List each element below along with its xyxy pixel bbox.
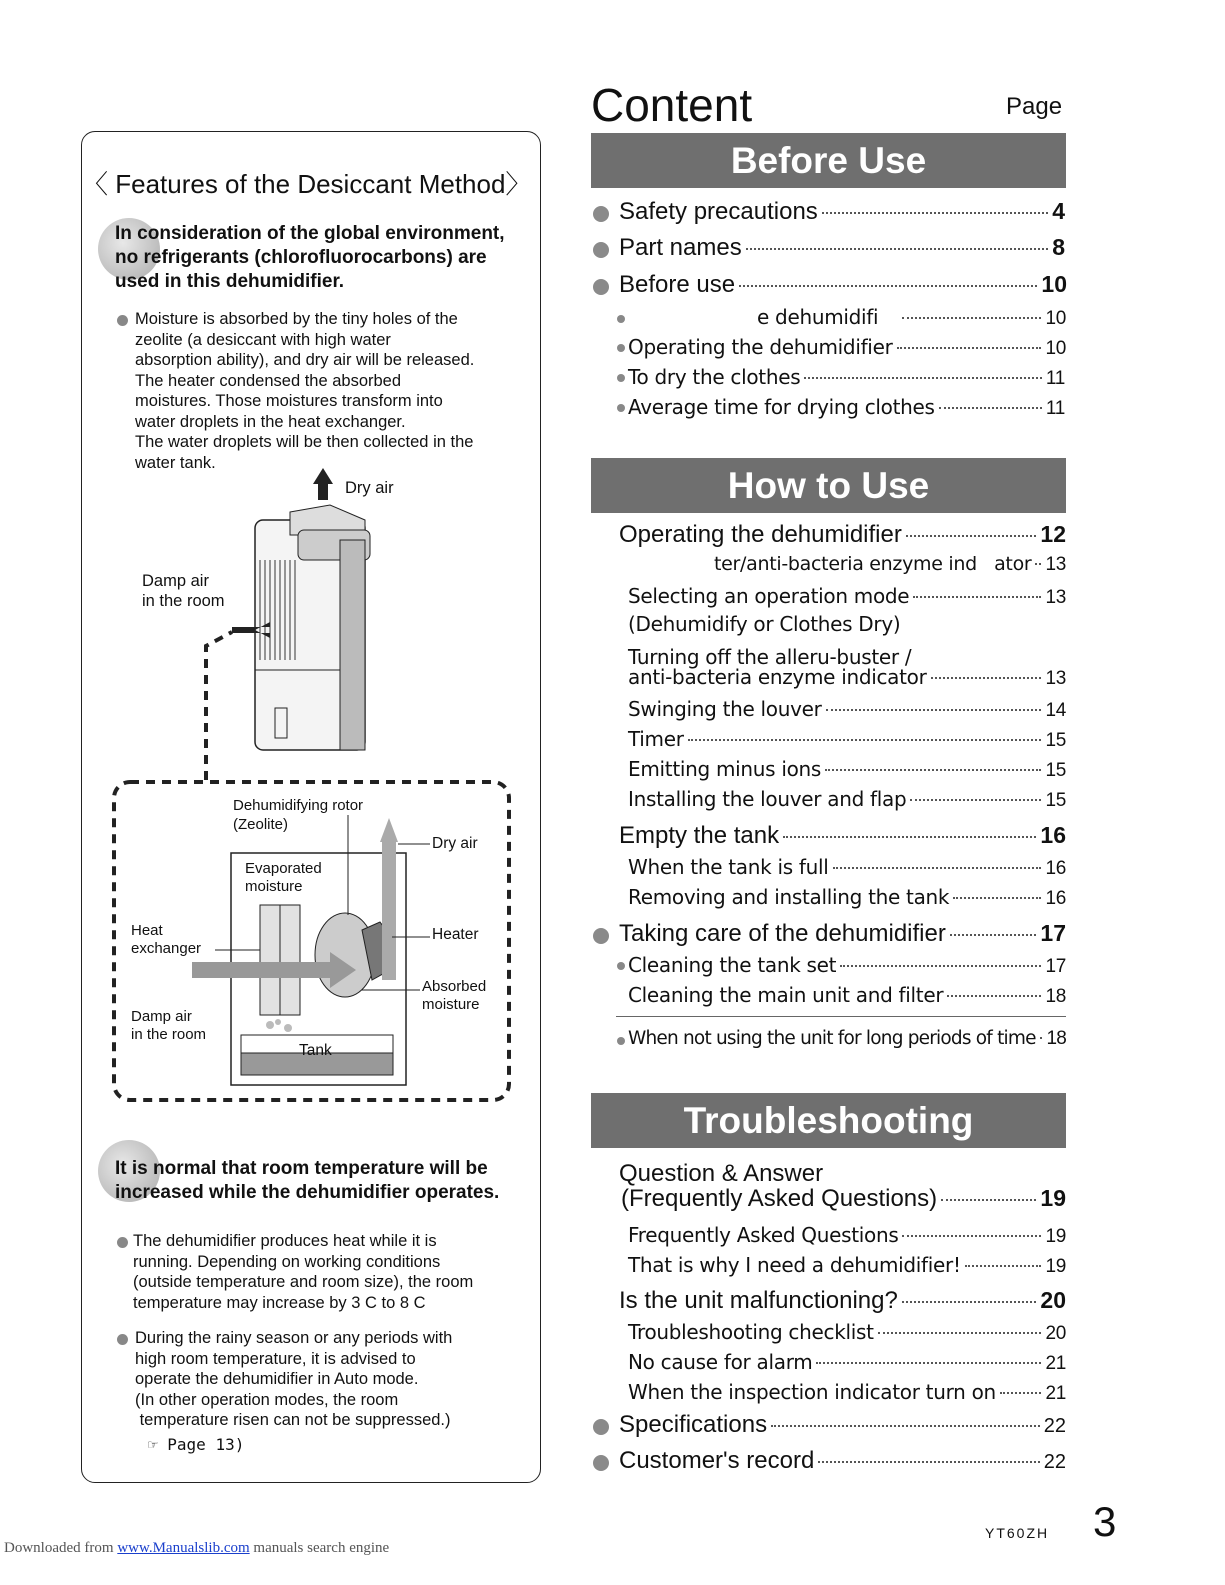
label-evaporated-moisture: Evaporated moisture [245, 860, 322, 895]
bullet-dot-icon [117, 1237, 128, 1248]
pointing-hand-icon: ☞ [148, 1435, 158, 1454]
label-dry-air: Dry air [432, 835, 478, 852]
label-damp-air-room: Damp air in the room [142, 572, 225, 610]
toc-taking-care[interactable]: Taking care of the dehumidifier 17 [619, 920, 1066, 947]
model-number: YT60ZH [985, 1525, 1050, 1541]
manualslib-link[interactable]: www.Manualslib.com [117, 1540, 250, 1556]
toc-turning-off-indicator[interactable]: anti-bacteria enzyme indicator 13 [628, 665, 1066, 689]
toc-before-use[interactable]: Before use 10 [619, 271, 1067, 298]
toc-sub-dehumidifier[interactable]: e dehumidifi 10 [757, 305, 1066, 329]
toc-swinging-louver[interactable]: Swinging the louver 14 [628, 697, 1066, 721]
toc-specifications[interactable]: Specifications 22 [619, 1411, 1066, 1438]
toc-operation-mode-note: (Dehumidify or Clothes Dry) [628, 612, 901, 636]
page-column-label: Page [1006, 93, 1063, 120]
content-title: Content [591, 79, 753, 131]
features-title: 〈 Features of the Desiccant Method〉 [82, 169, 532, 199]
label-heater: Heater [432, 926, 479, 943]
intro-global-environment: In consideration of the global environment, no refrigerants (chlorofluorocarbons) are used in this dehumidifier. [115, 223, 505, 292]
download-footer: Downloaded from www.Manualslib.com manuals search engine [4, 1540, 390, 1556]
toc-cleaning-tank[interactable]: Cleaning the tank set 17 [628, 953, 1066, 977]
section-how-to-use: How to Use [591, 458, 1066, 513]
toc-installing-louver[interactable]: Installing the louver and flap 15 [628, 787, 1066, 811]
toc-tank-full[interactable]: When the tank is full 16 [628, 855, 1066, 879]
section-troubleshooting: Troubleshooting [591, 1093, 1066, 1148]
toc-cleaning-main-unit[interactable]: Cleaning the main unit and filter 18 [628, 983, 1066, 1007]
toc-bullet-icon [593, 1455, 609, 1471]
toc-safety-precautions[interactable]: Safety precautions 4 [619, 198, 1065, 225]
toc-troubleshooting-checklist[interactable]: Troubleshooting checklist 20 [628, 1320, 1066, 1344]
toc-question-answer-line1: Question & Answer [619, 1160, 824, 1187]
toc-sub-operating[interactable]: Operating the dehumidifier 10 [628, 335, 1066, 359]
desiccant-description: Moisture is absorbed by the tiny holes of the zeolite (a desiccant with high water absorption ability), and dry air will be released. The heater condensed the absorbed moistures. Those moistures transform into water droplets in the heat exchanger. The water droplets will be then collected in the water tank. [135, 310, 475, 472]
toc-bullet-icon [593, 279, 609, 295]
toc-empty-tank[interactable]: Empty the tank 16 [619, 822, 1066, 849]
bullet-dot-icon [117, 1334, 128, 1345]
label-tank: Tank [299, 1042, 332, 1059]
toc-bullet-icon [593, 1419, 609, 1435]
toc-sub-dry-clothes[interactable]: To dry the clothes 11 [628, 365, 1065, 389]
label-rotor: Dehumidifying rotor (Zeolite) [233, 797, 364, 833]
label-dry-air-top: Dry air [345, 479, 394, 497]
toc-operation-mode[interactable]: Selecting an operation mode 13 [628, 584, 1066, 608]
toc-sub-bullet-icon [617, 315, 625, 323]
label-damp-air: Damp air in the room [131, 1008, 207, 1043]
toc-divider [616, 1016, 1066, 1017]
toc-no-cause-alarm[interactable]: No cause for alarm 21 [628, 1350, 1066, 1374]
bullet-dot-icon [117, 315, 128, 326]
intro-room-temperature: It is normal that room temperature will be increased while the dehumidifier operates. [115, 1158, 500, 1203]
toc-faq[interactable]: Frequently Asked Questions 19 [628, 1223, 1066, 1247]
toc-customer-record[interactable]: Customer's record 22 [619, 1447, 1066, 1474]
toc-bullet-icon [593, 928, 609, 944]
page-reference[interactable]: ☞ Page 13) [148, 1435, 245, 1454]
toc-why-dehumidifier[interactable]: That is why I need a dehumidifier! 19 [628, 1253, 1066, 1277]
toc-malfunctioning[interactable]: Is the unit malfunctioning? 20 [619, 1287, 1066, 1314]
toc-turning-off-line1: Turning off the alleru-buster / [628, 645, 912, 669]
toc-long-periods[interactable]: When not using the unit for long periods of time 18 [628, 1028, 1066, 1049]
toc-sub-average-time[interactable]: Average time for drying clothes 11 [628, 395, 1065, 419]
toc-bullet-icon [593, 242, 609, 258]
toc-faq-main[interactable]: (Frequently Asked Questions) 19 [621, 1185, 1066, 1212]
toc-part-names[interactable]: Part names 8 [619, 234, 1065, 261]
toc-minus-ions[interactable]: Emitting minus ions 15 [628, 757, 1066, 781]
rainy-season-note: During the rainy season or any periods with high room temperature, it is advised to operate the dehumidifier in Auto mode. (In other operation modes, the room temperature risen can not be suppressed.) [135, 1329, 453, 1429]
toc-removing-tank[interactable]: Removing and installing the tank 16 [628, 885, 1066, 909]
toc-enzyme-indicator[interactable]: ter/anti-bacteria enzyme ind ator 13 [714, 553, 1066, 575]
page-number: 3 [1093, 1498, 1117, 1545]
toc-sub-bullet-icon [617, 374, 625, 382]
heat-note: The dehumidifier produces heat while it is running. Depending on working conditions (outside temperature and room size), the room temperature may increase by 3 C to 8 C [133, 1232, 474, 1312]
toc-operating-main[interactable]: Operating the dehumidifier 12 [619, 521, 1066, 548]
toc-timer[interactable]: Timer 15 [628, 727, 1066, 751]
toc-sub-bullet-icon [617, 344, 625, 352]
label-absorbed-moisture: Absorbed moisture [422, 978, 487, 1013]
toc-inspection-indicator[interactable]: When the inspection indicator turn on 21 [628, 1380, 1066, 1404]
label-heat-exchanger: Heat exchanger [131, 922, 202, 957]
toc-sub-bullet-icon [617, 1037, 625, 1045]
toc-sub-bullet-icon [617, 404, 625, 412]
toc-bullet-icon [593, 206, 609, 222]
toc-sub-bullet-icon [617, 962, 625, 970]
section-before-use: Before Use [591, 133, 1066, 188]
